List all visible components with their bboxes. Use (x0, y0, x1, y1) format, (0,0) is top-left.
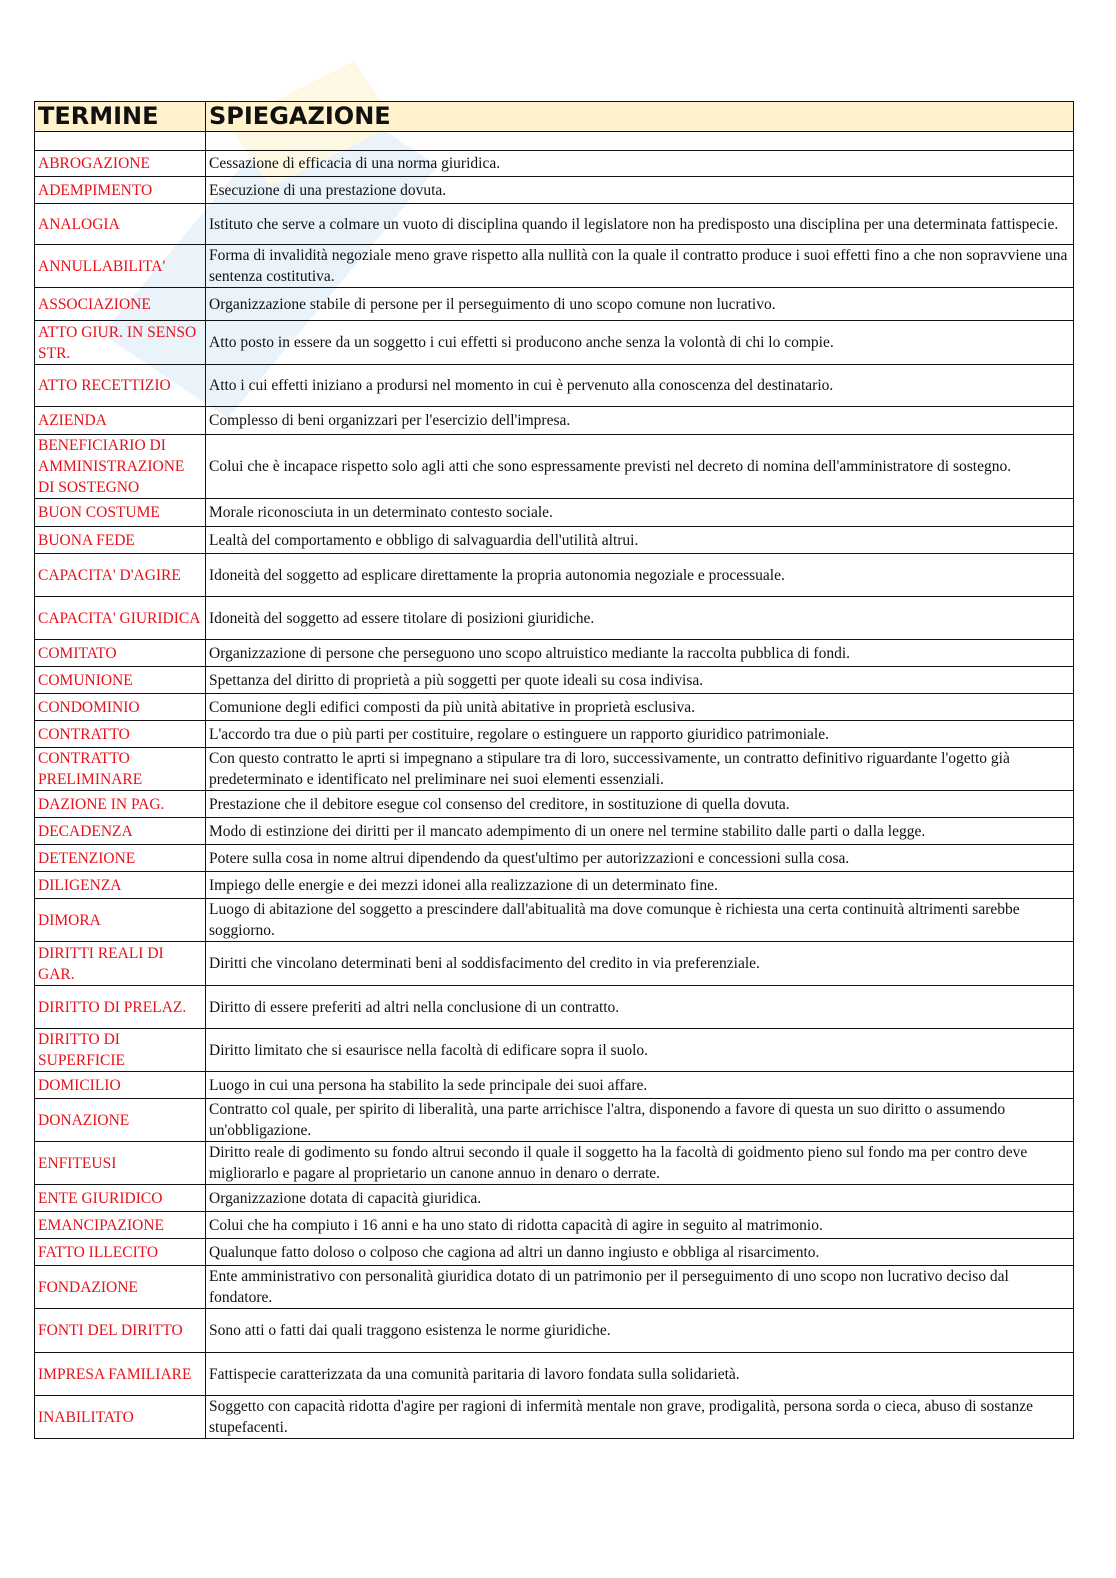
term-cell: FATTO ILLECITO (35, 1239, 206, 1266)
explanation-cell: Fattispecie caratterizzata da una comunità paritaria di lavoro fondata sulla solidarietà. (206, 1353, 1074, 1396)
explanation-cell: Comunione degli edifici composti da più unità abitative in proprietà esclusiva. (206, 694, 1074, 721)
glossary-table (34, 101, 1074, 1439)
term-cell: ASSOCIAZIONE (35, 288, 206, 321)
explanation-cell: Atto posto in essere da un soggetto i cui effetti si producono anche senza la volontà di chi lo compie. (206, 321, 1074, 365)
table-row (35, 597, 1074, 640)
table-row (35, 1396, 1074, 1439)
explanation-cell: Morale riconosciuta in un determinato contesto sociale. (206, 499, 1074, 527)
table-row (35, 667, 1074, 694)
explanation-cell: Soggetto con capacità ridotta d'agire per ragioni di infermità mentale non grave, prodigalità, persona sorda o cieca, abuso di sostanze stupefacenti. (206, 1396, 1074, 1439)
explanation-cell: Prestazione che il debitore esegue col consenso del creditore, in sostituzione di quella dovuta. (206, 791, 1074, 818)
term-cell: ATTO RECETTIZIO (35, 365, 206, 407)
term-cell: COMUNIONE (35, 667, 206, 694)
term-cell: FONDAZIONE (35, 1266, 206, 1309)
table-row (35, 791, 1074, 818)
explanation-cell: Organizzazione di persone che perseguono uno scopo altruistico mediante la raccolta pubblica di fondi. (206, 640, 1074, 667)
explanation-cell: Potere sulla cosa in nome altrui dipendendo da quest'ultimo per autorizzazioni e concessioni sulla cosa. (206, 845, 1074, 872)
header-explanation: SPIEGAZIONE (206, 102, 1074, 132)
term-cell: ADEMPIMENTO (35, 177, 206, 204)
term-cell: DONAZIONE (35, 1099, 206, 1142)
table-row (35, 1142, 1074, 1185)
term-cell: DAZIONE IN PAG. (35, 791, 206, 818)
term-cell: ANALOGIA (35, 204, 206, 245)
table-row (35, 365, 1074, 407)
explanation-cell: Impiego delle energie e dei mezzi idonei alla realizzazione di un determinato fine. (206, 872, 1074, 899)
empty-row (35, 132, 1074, 151)
term-cell: CONTRATTO (35, 721, 206, 748)
table-row (35, 721, 1074, 748)
term-cell: EMANCIPAZIONE (35, 1212, 206, 1239)
explanation-cell: Con questo contratto le aprti si impegnano a stipulare tra di loro, successivamente, un contratto definitivo riguardante l'ogetto già predeterminato e identificato nel preliminare nei suoi elementi essenziali. (206, 748, 1074, 791)
explanation-cell: Organizzazione stabile di persone per il perseguimento di uno scopo comune non lucrativo. (206, 288, 1074, 321)
explanation-cell: Complesso di beni organizzari per l'esercizio dell'impresa. (206, 407, 1074, 435)
table-row (35, 748, 1074, 791)
explanation-cell: Organizzazione dotata di capacità giuridica. (206, 1185, 1074, 1212)
explanation-cell: Modo di estinzione dei diritti per il mancato adempimento di un onere nel termine stabilito dalle parti o dalla legge. (206, 818, 1074, 845)
explanation-cell: Contratto col quale, per spirito di liberalità, una parte arrichisce l'altra, disponendo a favore di questa un suo diritto o assumendo un'obbligazione. (206, 1099, 1074, 1142)
table-row (35, 640, 1074, 667)
explanation-cell: Diritto di essere preferiti ad altri nella conclusione di un contratto. (206, 986, 1074, 1029)
table-row (35, 321, 1074, 365)
table-row (35, 1185, 1074, 1212)
table-row (35, 527, 1074, 554)
table-row (35, 1212, 1074, 1239)
explanation-cell: Ente amministrativo con personalità giuridica dotato di un patrimonio per il perseguimento di uno scopo non lucrativo deciso dal fondatore. (206, 1266, 1074, 1309)
term-cell: CAPACITA' GIURIDICA (35, 597, 206, 640)
table-row (35, 694, 1074, 721)
term-cell: BUON COSTUME (35, 499, 206, 527)
term-cell: DECADENZA (35, 818, 206, 845)
term-cell: ANNULLABILITA' (35, 245, 206, 288)
term-cell: DOMICILIO (35, 1072, 206, 1099)
explanation-cell: Idoneità del soggetto ad essere titolare di posizioni giuridiche. (206, 597, 1074, 640)
table-row (35, 435, 1074, 499)
explanation-cell: Istituto che serve a colmare un vuoto di disciplina quando il legislatore non ha predisposto una disciplina per una determinata fattispecie. (206, 204, 1074, 245)
term-cell: CAPACITA' D'AGIRE (35, 554, 206, 597)
table-row (35, 845, 1074, 872)
term-cell: ENFITEUSI (35, 1142, 206, 1185)
table-row (35, 1239, 1074, 1266)
table-row (35, 204, 1074, 245)
table-row (35, 288, 1074, 321)
explanation-cell: Diritto reale di godimento su fondo altrui secondo il quale il soggetto ha la facoltà di goidmento pieno sul fondo ma per contro deve migliorarlo e pagare al proprietario un canone annuo in denaro o derrate. (206, 1142, 1074, 1185)
table-header-row (35, 102, 1074, 132)
explanation-cell: Luogo in cui una persona ha stabilito la sede principale dei suoi affare. (206, 1072, 1074, 1099)
term-cell: INABILITATO (35, 1396, 206, 1439)
table-row (35, 177, 1074, 204)
table-row (35, 818, 1074, 845)
explanation-cell: Colui che ha compiuto i 16 anni e ha uno stato di ridotta capacità di agire in seguito al matrimonio. (206, 1212, 1074, 1239)
explanation-cell: Idoneità del soggetto ad esplicare direttamente la propria autonomia negoziale e processuale. (206, 554, 1074, 597)
explanation-cell: Sono atti o fatti dai quali traggono esistenza le norme giuridiche. (206, 1309, 1074, 1353)
table-row (35, 1309, 1074, 1353)
explanation-cell: Diritto limitato che si esaurisce nella facoltà di edificare sopra il suolo. (206, 1029, 1074, 1072)
term-cell: IMPRESA FAMILIARE (35, 1353, 206, 1396)
term-cell: DIRITTO DI SUPERFICIE (35, 1029, 206, 1072)
term-cell: DILIGENZA (35, 872, 206, 899)
explanation-cell: L'accordo tra due o più parti per costituire, regolare o estinguere un rapporto giuridico patrimoniale. (206, 721, 1074, 748)
explanation-cell: Luogo di abitazione del soggetto a prescindere dall'abitualità ma dove comunque è richiesta una certa continuità altrimenti sarebbe soggiorno. (206, 899, 1074, 942)
term-cell: ATTO GIUR. IN SENSO STR. (35, 321, 206, 365)
table-row (35, 899, 1074, 942)
term-cell: DIMORA (35, 899, 206, 942)
explanation-cell: Colui che è incapace rispetto solo agli atti che sono espressamente previsti nel decreto di nomina dell'amministratore di sostegno. (206, 435, 1074, 499)
explanation-cell: Atto i cui effetti iniziano a prodursi nel momento in cui è pervenuto alla conoscenza del destinatario. (206, 365, 1074, 407)
explanation-cell: Diritti che vincolano determinati beni al soddisfacimento del credito in via preferenziale. (206, 942, 1074, 986)
term-cell: ENTE GIURIDICO (35, 1185, 206, 1212)
term-cell: BUONA FEDE (35, 527, 206, 554)
term-cell: FONTI DEL DIRITTO (35, 1309, 206, 1353)
table-row (35, 942, 1074, 986)
table-row (35, 1029, 1074, 1072)
explanation-cell: Qualunque fatto doloso o colposo che cagiona ad altri un danno ingiusto e obbliga al risarcimento. (206, 1239, 1074, 1266)
table-row (35, 1072, 1074, 1099)
term-cell: BENEFICIARIO DI AMMINISTRAZIONE DI SOSTEGNO (35, 435, 206, 499)
header-term: TERMINE (35, 102, 206, 132)
table-row (35, 1353, 1074, 1396)
table-row (35, 872, 1074, 899)
term-cell: COMITATO (35, 640, 206, 667)
table-row (35, 245, 1074, 288)
explanation-cell: Forma di invalidità negoziale meno grave rispetto alla nullità con la quale il contratto produce i suoi effetti fino a che non sopravviene una sentenza costitutiva. (206, 245, 1074, 288)
table-row (35, 1099, 1074, 1142)
table-row (35, 1266, 1074, 1309)
explanation-cell: Spettanza del diritto di proprietà a più soggetti per quote ideali su cosa indivisa. (206, 667, 1074, 694)
table-row (35, 151, 1074, 177)
term-cell: CONDOMINIO (35, 694, 206, 721)
table-row (35, 407, 1074, 435)
explanation-cell: Esecuzione di una prestazione dovuta. (206, 177, 1074, 204)
table-row (35, 986, 1074, 1029)
term-cell: AZIENDA (35, 407, 206, 435)
table-row (35, 499, 1074, 527)
table-row (35, 554, 1074, 597)
term-cell: DIRITTO DI PRELAZ. (35, 986, 206, 1029)
term-cell: CONTRATTO PRELIMINARE (35, 748, 206, 791)
term-cell: DETENZIONE (35, 845, 206, 872)
explanation-cell: Cessazione di efficacia di una norma giuridica. (206, 151, 1074, 177)
term-cell: DIRITTI REALI DI GAR. (35, 942, 206, 986)
term-cell: ABROGAZIONE (35, 151, 206, 177)
explanation-cell: Lealtà del comportamento e obbligo di salvaguardia dell'utilità altrui. (206, 527, 1074, 554)
